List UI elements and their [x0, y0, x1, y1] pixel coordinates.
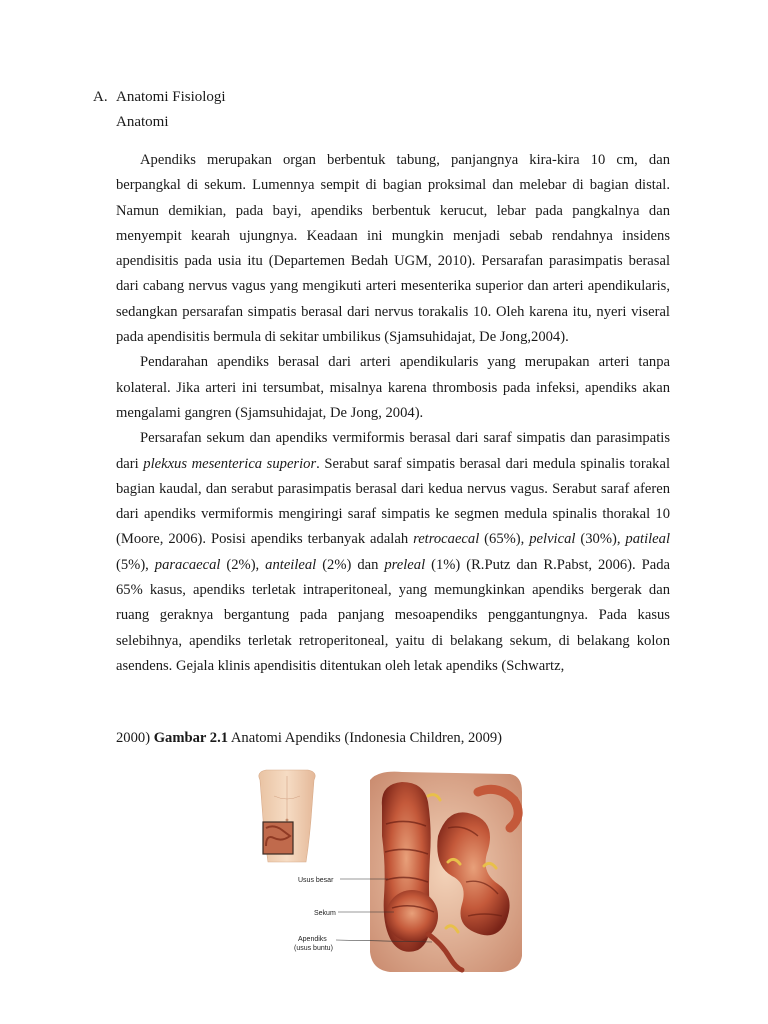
label-usus-besar: Usus besar	[298, 877, 334, 884]
italic-term: paracaecal	[154, 556, 221, 573]
section-subtitle: Anatomi	[116, 114, 169, 130]
italic-term: patileal	[625, 531, 671, 548]
paragraph-text: Apendiks merupakan organ berbentuk tabung, panjangnya kira-kira 10 cm, dan berpangkal di sekum. Lumennya sempit di bagian proksimal dan melebar di bagian distal. Namun demikian, pada bayi, apendiks berbentuk kerucut, lebar pada pangkalnya dan menyempit kearah ujungnya. Keadaan ini mungkin menjadi sebab rendahnya insidens apendisitis pada usia itu (Departemen Bedah UGM, 2010). Persarafan parasimpatis berasal dari cabang nervus vagus yang mengikuti arteri mesenterika superior dan arteri apendikularis, sedangkan persarafan simpatis berasal dari nervus torakalis 10. Oleh karena itu, nyeri viseral pada apendisitis bermula di sekitar umbilikus (Sjamsuhidajat, De Jong,2004).	[116, 152, 670, 346]
italic-term: retrocaecal	[413, 531, 480, 548]
figure-caption	[116, 728, 502, 748]
label-sekum: Sekum	[314, 910, 336, 917]
section-heading	[93, 88, 226, 106]
label-apendiks: Apendiks	[298, 936, 327, 943]
paragraph-text: (65%),	[479, 531, 530, 548]
body-paragraph	[116, 426, 670, 679]
section-number: A.	[93, 89, 108, 105]
paragraph-text: (5%),	[116, 556, 155, 573]
anatomy-illustration	[252, 766, 528, 978]
paragraph-text: (2%) dan	[316, 556, 385, 573]
paragraph-text: (1%) (R.Putz dan R.Pabst, 2006). Pada 65% kasus, apendiks terletak intraperitoneal, yang memungkinkan apendiks bergerak dan ruang geraknya bergantung pada panjang mesoapendiks penggantungnya. Pada kasus selebihnya, apendiks terletak retroperitoneal, yaitu di belakang sekum, di belakang kolon asendens. Gejala klinis apendisitis ditentukan oleh letak apendiks (Schwartz,	[116, 556, 670, 674]
paragraph-text: (2%),	[220, 556, 266, 573]
paragraph-text: . Serabut saraf simpatis berasal dari medula spinalis torakal bagian kaudal, dan serabut parasimpatis berasal dari kedua nervus vagus. Serabut saraf aferen dari apendiks vermiformis mengiringi saraf simpatis ke segmen medula spinalis thorakal 10 (Moore, 2006). Posisi apendiks terbanyak adalah	[116, 455, 670, 548]
caption-prefix: 2000)	[116, 730, 154, 746]
italic-term: preleal	[384, 556, 426, 573]
paragraph-text: Pendarahan apendiks berasal dari arteri apendikularis yang merupakan arteri tanpa kolateral. Jika arteri ini tersumbat, misalnya karena thrombosis pada infeksi, apendiks akan mengalami gangren (Sjamsuhidajat, De Jong, 2004).	[116, 354, 670, 421]
section-title: Anatomi Fisiologi	[116, 89, 226, 105]
label-usus-buntu: (usus buntu)	[294, 945, 333, 952]
caption-figure-number: Gambar 2.1	[153, 730, 229, 746]
italic-term: pelvical	[529, 531, 576, 548]
torso-thumbnail	[259, 770, 315, 862]
paragraph-text: (30%),	[575, 531, 626, 548]
caption-text: Anatomi Apendiks (Indonesia Children, 2009)	[228, 730, 503, 746]
body-paragraph	[116, 350, 670, 426]
intestine-closeup	[370, 772, 522, 972]
body-paragraph	[116, 148, 670, 350]
body-text	[116, 148, 670, 679]
italic-term: plekxus mesenterica superior	[143, 455, 317, 472]
italic-term: anteileal	[265, 556, 317, 573]
paragraph-text: Persarafan sekum dan apendiks vermiformis berasal dari saraf simpatis dan parasimpatis dari	[116, 430, 670, 472]
appendix-anatomy-figure	[252, 766, 528, 978]
